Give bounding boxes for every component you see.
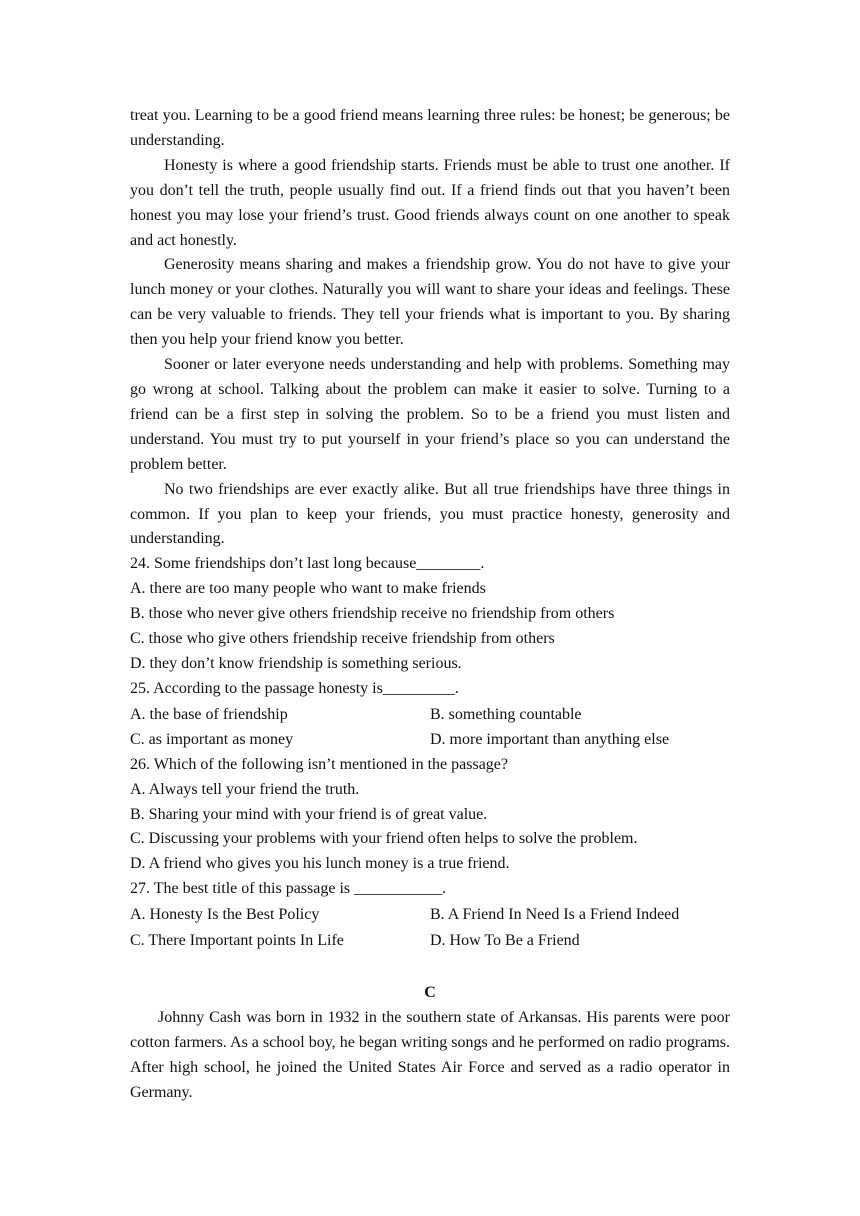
answer-option: C. Discussing your problems with your friend often helps to solve the problem. [130,830,638,848]
answer-option: C. those who give others friendship receive friendship from others [130,630,555,648]
question-25 [130,677,730,753]
question-24 [130,552,730,677]
question-stem: 26. Which of the following isn’t mentioned in the passage? [130,755,508,773]
answer-option: C. There Important points In Life [130,931,344,949]
answer-option: B. something countable [430,705,582,723]
answer-option: B. those who never give others friendship receive no friendship from others [130,605,615,623]
question-stem: 25. According to the passage honesty is_________. [130,679,459,697]
section-spacer [130,953,730,981]
answer-option: A. Honesty Is the Best Policy [130,906,320,924]
answer-option: D. A friend who gives you his lunch money is a true friend. [130,855,510,873]
passage-paragraph: No two friendships are ever exactly alike. But all true friendships have three things in common. If you plan to keep your friends, you must practice honesty, generosity and understanding. [130,480,730,548]
answer-option: D. more important than anything else [430,731,670,749]
answer-option: D. How To Be a Friend [430,931,580,949]
answer-option: C. as important as money [130,731,294,749]
option-row [130,928,730,954]
passage-paragraph: treat you. Learning to be a good friend means learning three rules: be honest; be generous; be understanding. [130,107,730,149]
passage-paragraph: Honesty is where a good friendship starts. Friends must be able to trust one another. If you don’t tell the truth, people usually find out. If a friend finds out that you haven’t been honest you may lose your friend’s trust. Good friends always count on one another to speak and act honestly. [130,156,730,249]
document-page [130,104,730,1106]
option-row [130,702,730,728]
section-title: C [424,984,436,1002]
answer-option: A. the base of friendship [130,705,288,723]
option-row [130,902,730,928]
passage-paragraph: Generosity means sharing and makes a friendship grow. You do not have to give your lunch money or your clothes. Naturally you will want to share your ideas and feelings. These can be very valuable to friends. They tell your friends what is important to you. By sharing then you help your friend know you better. [130,256,730,349]
answer-option: B. A Friend In Need Is a Friend Indeed [430,906,680,924]
passage-paragraph: Sooner or later everyone needs understanding and help with problems. Something may go wrong at school. Talking about the problem can make it easier to solve. Turning to a friend can be a first step in solving the problem. So to be a friend you must listen and understand. You must try to put yourself in your friend’s place so you can understand the problem better. [130,356,730,473]
answer-option: A. there are too many people who want to make friends [130,580,486,598]
question-26 [130,753,730,878]
question-stem: 24. Some friendships don’t last long because________. [130,555,485,573]
question-27 [130,877,730,953]
answer-option: A. Always tell your friend the truth. [130,780,360,798]
answer-option: D. they don’t know friendship is something serious. [130,654,462,672]
question-stem: 27. The best title of this passage is ___________. [130,880,447,898]
answer-option: B. Sharing your mind with your friend is of great value. [130,805,488,823]
passage-paragraph: Johnny Cash was born in 1932 in the southern state of Arkansas. His parents were poor cotton farmers. As a school boy, he began writing songs and he performed on radio programs. After high school, he joined the United States Air Force and served as a radio operator in Germany. [130,1009,730,1101]
option-row [130,727,730,753]
